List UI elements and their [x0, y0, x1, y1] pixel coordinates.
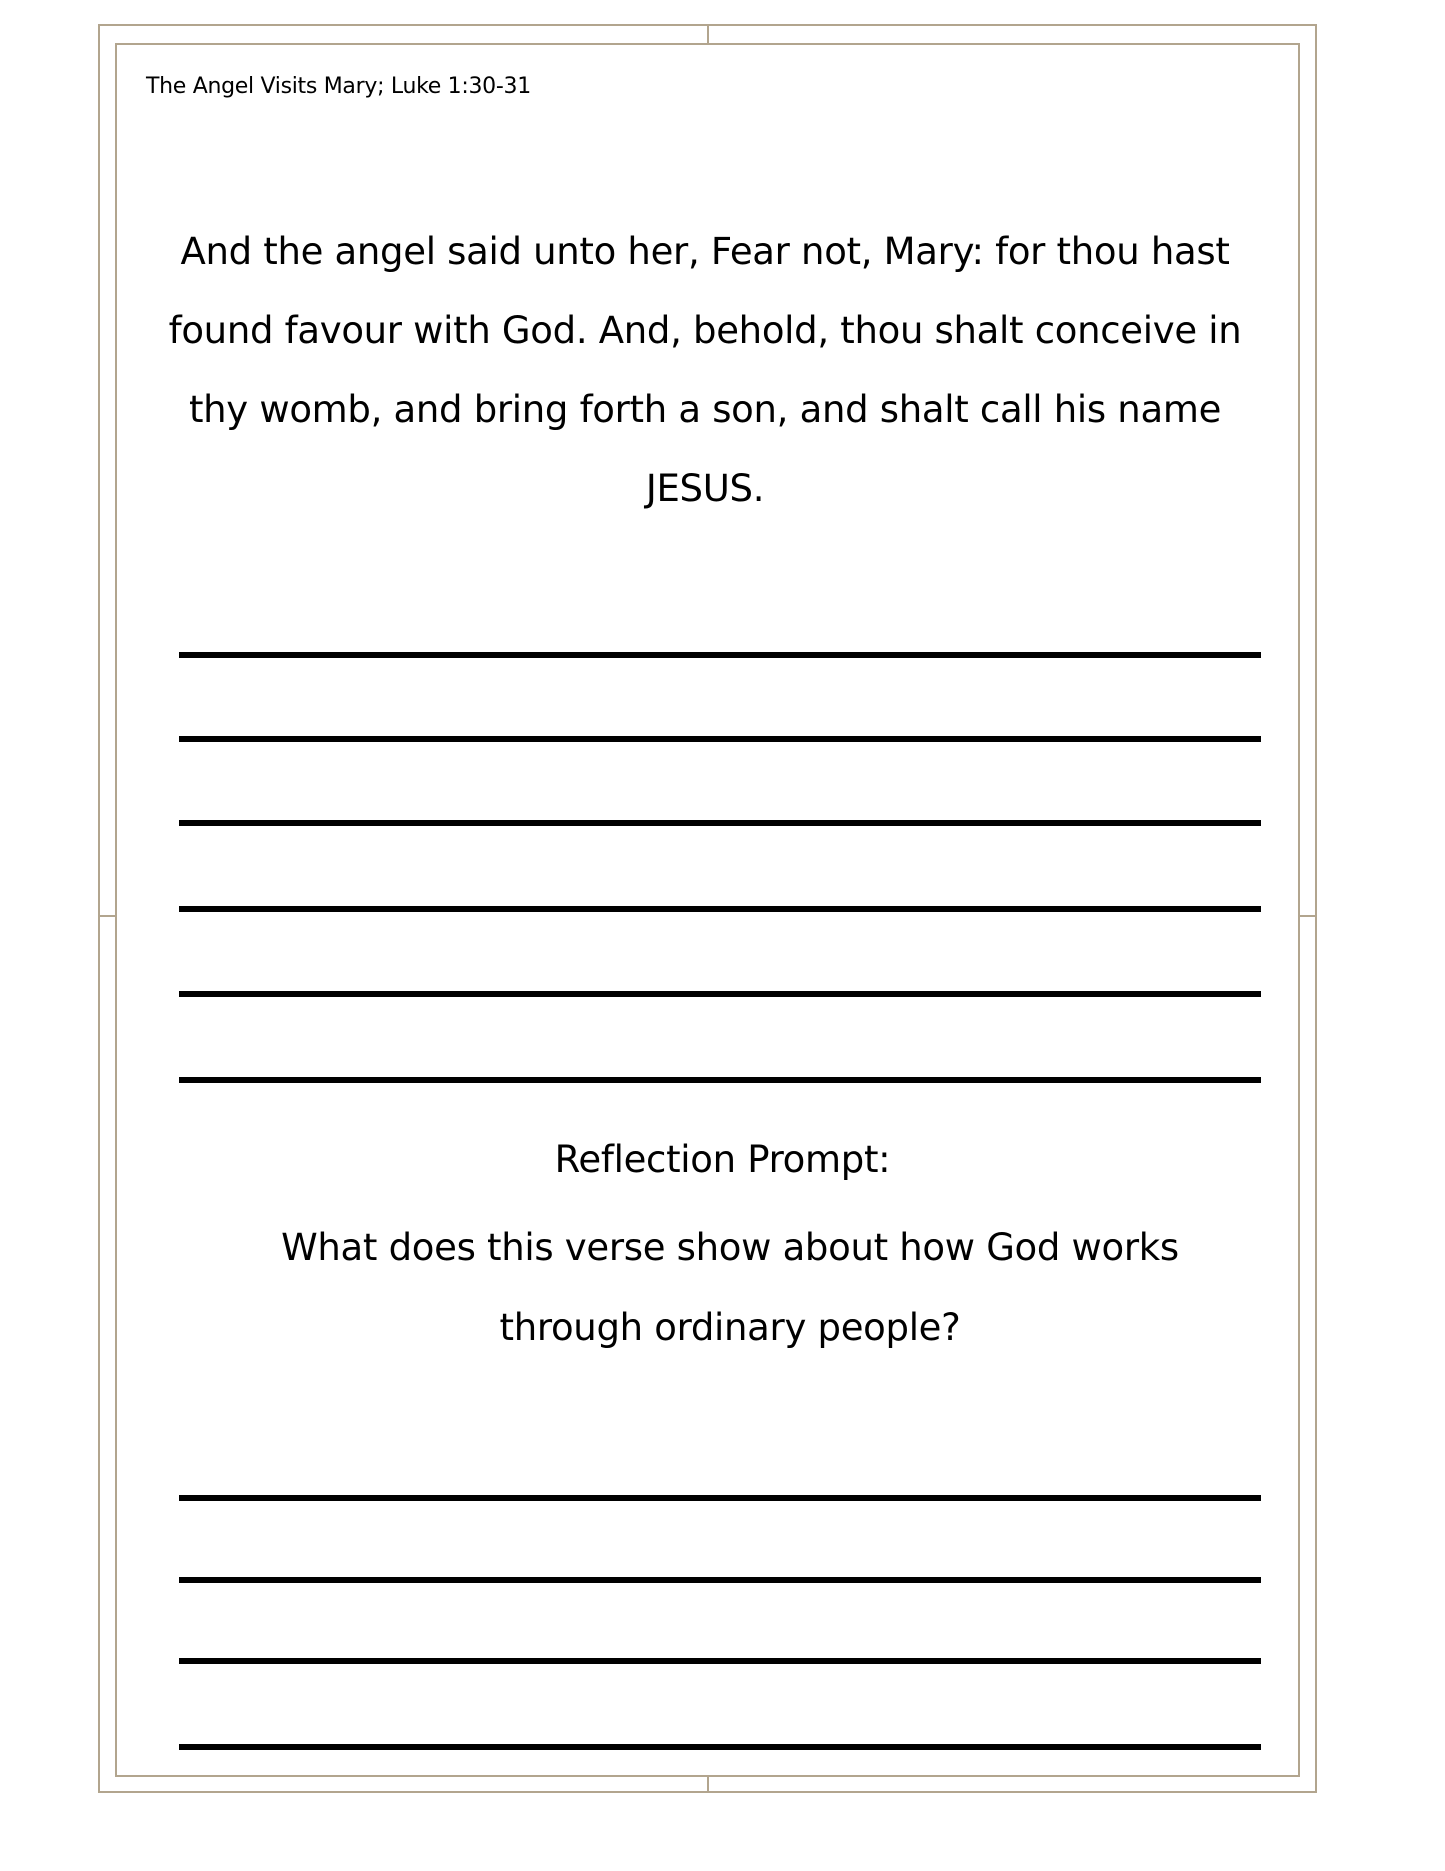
- border-tick-bottom: [707, 1776, 709, 1793]
- reflection-writing-line[interactable]: [179, 1744, 1261, 1750]
- writing-line[interactable]: [179, 1077, 1261, 1083]
- border-tick-top: [707, 24, 709, 44]
- border-tick-right: [1299, 915, 1317, 917]
- scripture-verse: And the angel said unto her, Fear not, Mary: for thou hast found favour with God. And, behold, thou shalt conceive in thy womb, and bring forth a son, and shalt call his name JESUS.: [168, 230, 1242, 510]
- writing-line[interactable]: [179, 991, 1261, 997]
- reflection-writing-line[interactable]: [179, 1495, 1261, 1501]
- reflection-writing-line[interactable]: [179, 1577, 1261, 1583]
- writing-line[interactable]: [179, 906, 1261, 912]
- writing-line[interactable]: [179, 820, 1261, 826]
- border-tick-left: [98, 915, 116, 917]
- writing-line[interactable]: [179, 736, 1261, 742]
- reflection-question: What does this verse show about how God works through ordinary people?: [281, 1226, 1179, 1349]
- page-title: The Angel Visits Mary; Luke 1:30-31: [146, 74, 531, 99]
- reflection-writing-line[interactable]: [179, 1658, 1261, 1664]
- reflection-heading: Reflection Prompt:: [554, 1138, 891, 1181]
- writing-line[interactable]: [179, 652, 1261, 658]
